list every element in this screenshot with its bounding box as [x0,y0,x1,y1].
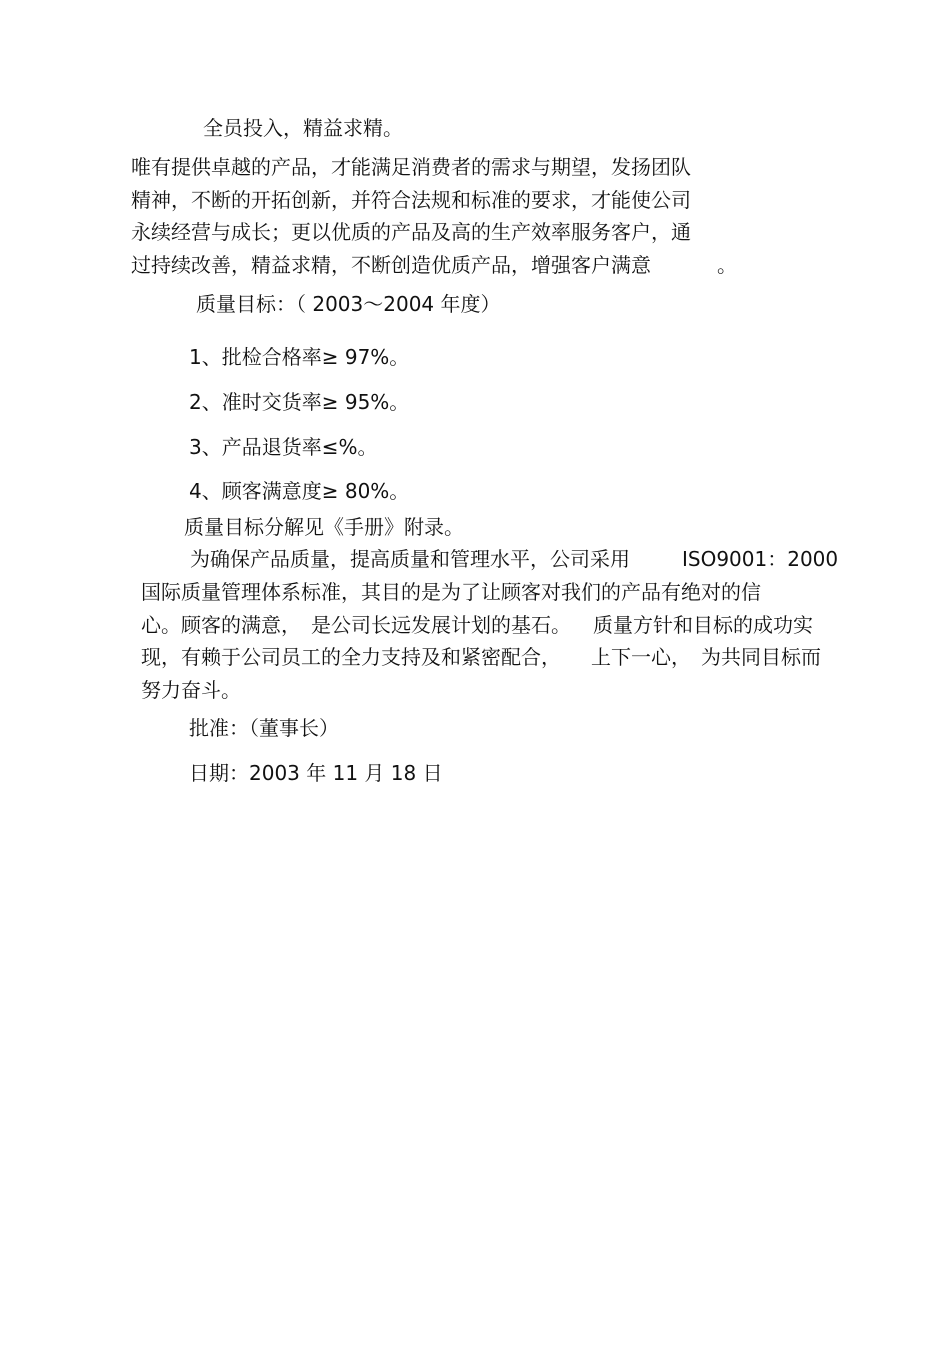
date-line: 日期：2003 年 11 月 18 日 [189,761,443,785]
iso-line-2: 国际质量管理体系标准，其目的是为了让顾客对我们的产品有绝对的信 [141,580,761,604]
intro-paragraph [131,151,737,281]
breakdown-note: 质量目标分解见《手册》附录。 [184,515,464,539]
iso-paragraph [141,576,821,706]
iso-line-5: 努力奋斗。 [141,677,241,702]
objective-item-2: 2、准时交货率≥ 95%。 [189,390,410,414]
intro-line-4-end: 。 [717,252,737,277]
intro-line-1: 唯有提供卓越的产品，才能满足消费者的需求与期望，发扬团队 [131,155,691,179]
approval-line: 批准：（董事长） [189,716,339,740]
intro-line-4 [131,249,737,282]
heading-line: 全员投入，精益求精。 [203,116,403,140]
objective-item-3: 3、产品退货率≤%。 [189,435,378,459]
iso-line-4: 现，有赖于公司员工的全力支持及和紧密配合， 上下一心， 为共同目标而 [141,645,821,669]
objective-item-1: 1、批检合格率≥ 97%。 [189,345,410,369]
iso-line-1-text: 为确保产品质量，提高质量和管理水平，公司采用 [190,547,630,571]
iso-standard: ISO9001：2000 [682,547,839,571]
iso-line-1 [190,547,838,571]
objective-item-4: 4、顾客满意度≥ 80%。 [189,479,410,503]
intro-line-3: 永续经营与成长；更以优质的产品及高的生产效率服务客户，通 [131,220,691,244]
objectives-title: 质量目标：（ 2003～2004 年度） [196,292,501,316]
iso-line-3: 心。顾客的满意， 是公司长远发展计划的基石。 质量方针和目标的成功实 [141,612,813,637]
intro-line-2: 精神，不断的开拓创新，并符合法规和标准的要求，才能使公司 [131,187,691,212]
intro-line-4-text: 过持续改善，精益求精，不断创造优质产品，增强客户满意 [131,252,651,277]
